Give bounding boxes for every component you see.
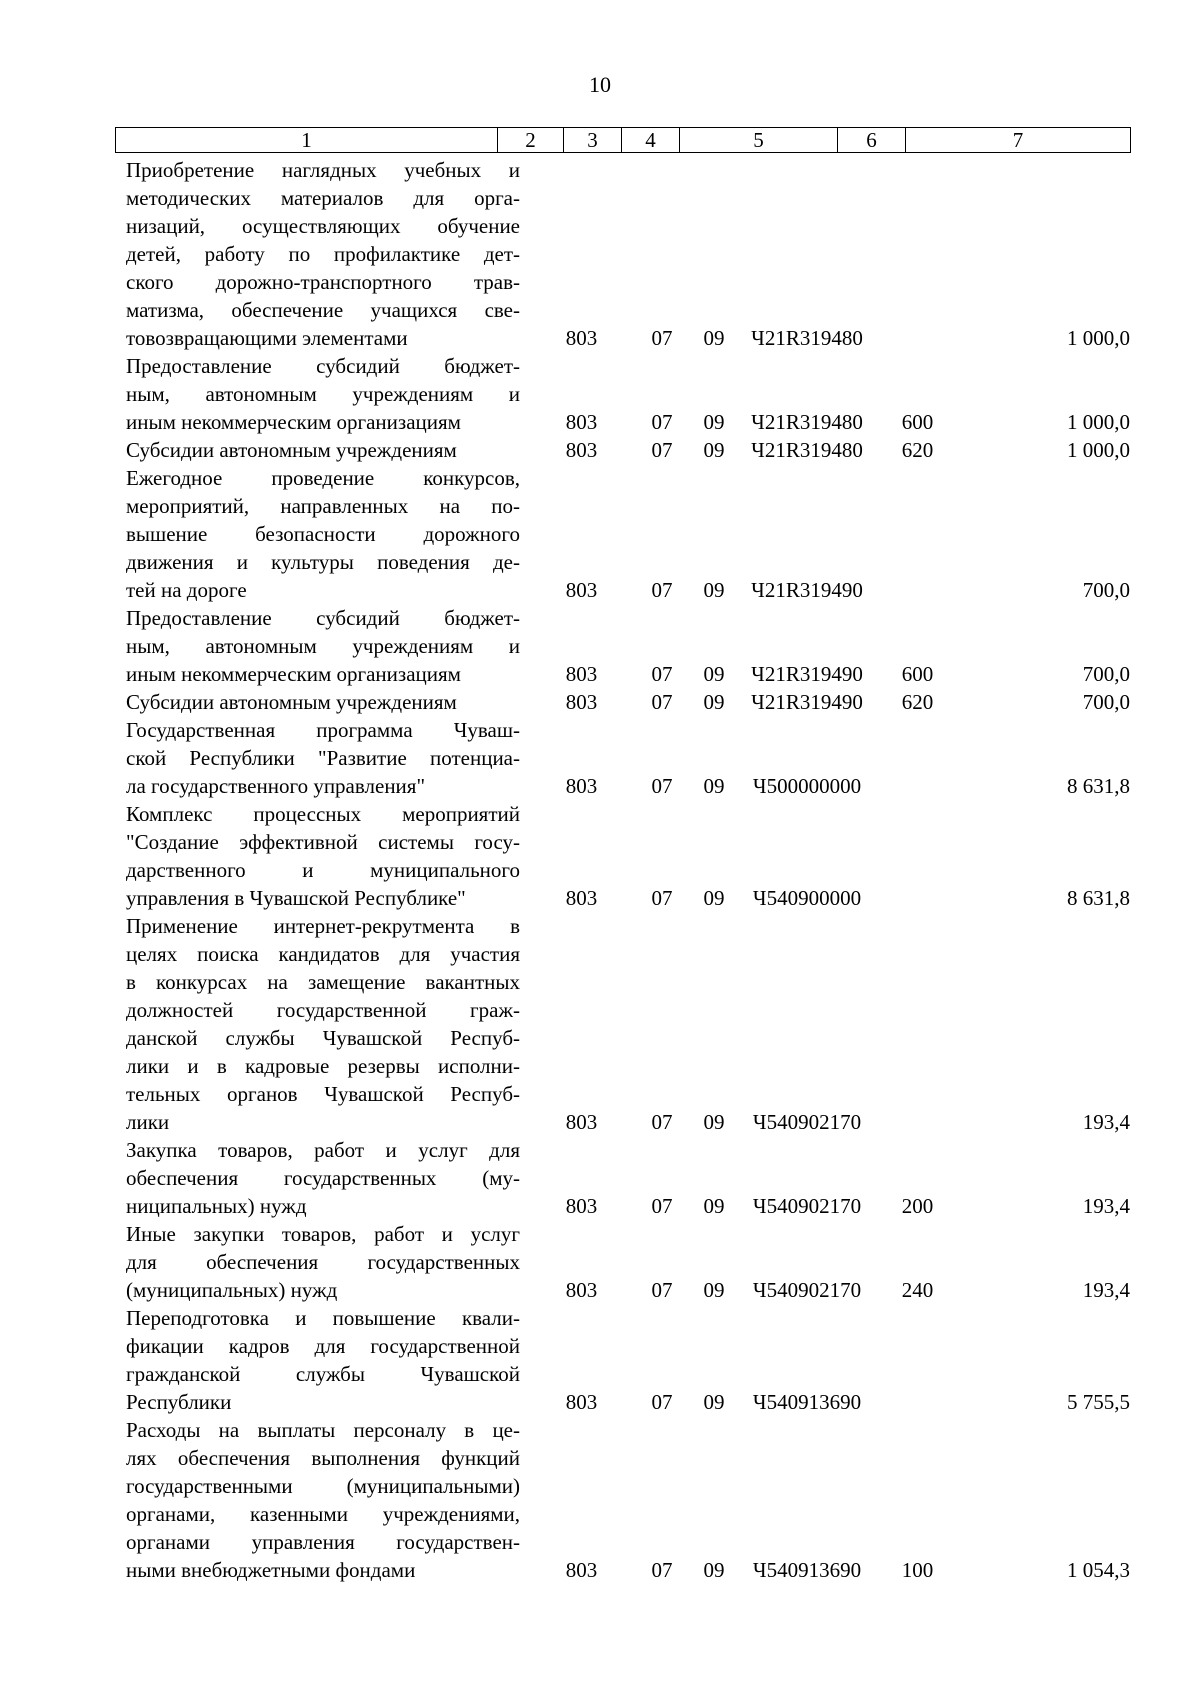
row-subsection-code: 09 (703, 410, 725, 434)
description-line: матизма, обеспечение учащихся све- (126, 298, 520, 322)
row-description (126, 464, 520, 604)
row-target-article: Ч500000000 (752, 774, 862, 798)
row-description (126, 912, 520, 1136)
table-row (126, 436, 1130, 464)
description-line: Комплекс процессных мероприятий (126, 802, 520, 826)
row-ministry-code: 803 (565, 690, 598, 714)
row-section-code: 07 (651, 1194, 673, 1218)
description-line: ным, автономным учреждениям и (126, 382, 520, 406)
row-description (126, 436, 520, 464)
description-line: для обеспечения государственных (126, 1250, 520, 1274)
description-line: ского дорожно-транспортного трав- (126, 270, 520, 294)
row-amount: 1 000,0 (1067, 326, 1130, 350)
page-number: 10 (589, 72, 611, 97)
column-header-2: 2 (498, 128, 564, 153)
row-target-article: Ч21R319480 (751, 326, 863, 350)
row-description (126, 688, 520, 716)
row-section-code: 07 (651, 1558, 673, 1582)
row-section-code: 07 (651, 886, 673, 910)
description-line: гражданской службы Чувашской (126, 1362, 520, 1386)
row-subsection-code: 09 (703, 578, 725, 602)
row-target-article: Ч540913690 (752, 1558, 862, 1582)
table-row (126, 604, 1130, 688)
description-line: Субсидии автономным учреждениям (126, 690, 457, 714)
row-amount: 1 000,0 (1067, 410, 1130, 434)
row-subsection-code: 09 (703, 1390, 725, 1414)
description-line: ниципальных) нужд (126, 1194, 307, 1218)
row-amount: 1 054,3 (1067, 1558, 1130, 1582)
row-expense-type: 100 (901, 1558, 934, 1582)
row-subsection-code: 09 (703, 886, 725, 910)
row-subsection-code: 09 (703, 1194, 725, 1218)
row-description (126, 156, 520, 352)
description-line: детей, работу по профилактике дет- (126, 242, 520, 266)
description-line: лики (126, 1110, 170, 1134)
description-line: иным некоммерческим организациям (126, 662, 461, 686)
description-line: дарственного и муниципального (126, 858, 520, 882)
column-header-4: 4 (622, 128, 680, 153)
row-ministry-code: 803 (565, 1558, 598, 1582)
table-row (126, 800, 1130, 912)
description-line: "Создание эффективной системы госу- (126, 830, 520, 854)
description-line: мероприятий, направленных на по- (126, 494, 520, 518)
row-expense-type: 240 (901, 1278, 934, 1302)
row-subsection-code: 09 (703, 326, 725, 350)
row-subsection-code: 09 (703, 690, 725, 714)
description-line: управления в Чувашской Республике" (126, 886, 466, 910)
column-header-3: 3 (564, 128, 622, 153)
row-target-article: Ч21R319490 (751, 690, 863, 714)
description-line: Закупка товаров, работ и услуг для (126, 1138, 520, 1162)
row-ministry-code: 803 (565, 774, 598, 798)
description-line: низаций, осуществляющих обучение (126, 214, 520, 238)
description-line: Ежегодное проведение конкурсов, (126, 466, 520, 490)
description-line: товозвращающими элементами (126, 326, 408, 350)
row-ministry-code: 803 (565, 326, 598, 350)
description-line: вышение безопасности дорожного (126, 522, 520, 546)
row-subsection-code: 09 (703, 1110, 725, 1134)
description-line: обеспечения государственных (му- (126, 1166, 520, 1190)
row-section-code: 07 (651, 1110, 673, 1134)
column-header-7: 7 (906, 128, 1131, 153)
description-line: Переподготовка и повышение квали- (126, 1306, 520, 1330)
row-description (126, 1136, 520, 1220)
row-target-article: Ч540902170 (752, 1194, 862, 1218)
description-line: органами, казенными учреждениями, (126, 1502, 520, 1526)
description-line: Применение интернет-рекрутмента в (126, 914, 520, 938)
row-description (126, 604, 520, 688)
description-line: должностей государственной граж- (126, 998, 520, 1022)
description-line: Государственная программа Чуваш- (126, 718, 520, 742)
table-row (126, 688, 1130, 716)
description-line: фикации кадров для государственной (126, 1334, 520, 1358)
description-line: лики и в кадровые резервы исполни- (126, 1054, 520, 1078)
row-target-article: Ч540900000 (752, 886, 862, 910)
row-expense-type: 600 (901, 662, 934, 686)
description-line: (муниципальных) нужд (126, 1278, 338, 1302)
row-section-code: 07 (651, 774, 673, 798)
row-ministry-code: 803 (565, 886, 598, 910)
description-line: целях поиска кандидатов для участия (126, 942, 520, 966)
table-row (126, 464, 1130, 604)
table-row (126, 1220, 1130, 1304)
description-line: Предоставление субсидий бюджет- (126, 606, 520, 630)
row-section-code: 07 (651, 438, 673, 462)
description-line: органами управления государствен- (126, 1530, 520, 1554)
row-description (126, 716, 520, 800)
row-subsection-code: 09 (703, 662, 725, 686)
row-description (126, 1220, 520, 1304)
column-header-1: 1 (116, 128, 498, 153)
row-target-article: Ч540902170 (752, 1110, 862, 1134)
row-amount: 700,0 (1082, 578, 1130, 602)
row-description (126, 1304, 520, 1416)
table-row (126, 156, 1130, 352)
description-line: Республики (126, 1390, 232, 1414)
row-ministry-code: 803 (565, 662, 598, 686)
description-line: ской Республики "Развитие потенциа- (126, 746, 520, 770)
row-target-article: Ч21R319490 (751, 662, 863, 686)
row-ministry-code: 803 (565, 1390, 598, 1414)
row-expense-type: 200 (901, 1194, 934, 1218)
row-expense-type: 600 (901, 410, 934, 434)
description-line: Приобретение наглядных учебных и (126, 158, 520, 182)
row-amount: 8 631,8 (1067, 886, 1130, 910)
row-expense-type: 620 (901, 690, 934, 714)
description-line: ными внебюджетными фондами (126, 1558, 416, 1582)
column-header-table (115, 127, 1131, 153)
row-ministry-code: 803 (565, 1278, 598, 1302)
row-target-article: Ч21R319480 (751, 410, 863, 434)
column-header-6: 6 (838, 128, 906, 153)
row-description (126, 1416, 520, 1584)
row-section-code: 07 (651, 1390, 673, 1414)
description-line: данской службы Чувашской Респуб- (126, 1026, 520, 1050)
row-amount: 193,4 (1082, 1194, 1130, 1218)
row-target-article: Ч540913690 (752, 1390, 862, 1414)
description-line: государственными (муниципальными) (126, 1474, 520, 1498)
row-target-article: Ч21R319490 (751, 578, 863, 602)
row-section-code: 07 (651, 326, 673, 350)
row-amount: 193,4 (1082, 1110, 1130, 1134)
description-line: ла государственного управления" (126, 774, 426, 798)
description-line: Иные закупки товаров, работ и услуг (126, 1222, 520, 1246)
table-row (126, 912, 1130, 1136)
description-line: Расходы на выплаты персоналу в це- (126, 1418, 520, 1442)
row-amount: 193,4 (1082, 1278, 1130, 1302)
row-subsection-code: 09 (703, 438, 725, 462)
description-line: методических материалов для орга- (126, 186, 520, 210)
row-section-code: 07 (651, 410, 673, 434)
row-ministry-code: 803 (565, 1110, 598, 1134)
row-expense-type: 620 (901, 438, 934, 462)
row-amount: 5 755,5 (1067, 1390, 1130, 1414)
row-description (126, 352, 520, 436)
description-line: в конкурсах на замещение вакантных (126, 970, 520, 994)
row-amount: 700,0 (1082, 662, 1130, 686)
description-line: тельных органов Чувашской Респуб- (126, 1082, 520, 1106)
row-ministry-code: 803 (565, 438, 598, 462)
row-amount: 1 000,0 (1067, 438, 1130, 462)
row-target-article: Ч21R319480 (751, 438, 863, 462)
description-line: движения и культуры поведения де- (126, 550, 520, 574)
column-header-row (116, 128, 1131, 153)
row-section-code: 07 (651, 1278, 673, 1302)
description-line: лях обеспечения выполнения функций (126, 1446, 520, 1470)
row-ministry-code: 803 (565, 1194, 598, 1218)
row-subsection-code: 09 (703, 1558, 725, 1582)
budget-table-body (126, 156, 1130, 1584)
description-line: ным, автономным учреждениям и (126, 634, 520, 658)
description-line: Субсидии автономным учреждениям (126, 438, 457, 462)
row-description (126, 800, 520, 912)
row-target-article: Ч540902170 (752, 1278, 862, 1302)
column-header-5: 5 (680, 128, 838, 153)
row-amount: 700,0 (1082, 690, 1130, 714)
description-line: Предоставление субсидий бюджет- (126, 354, 520, 378)
row-ministry-code: 803 (565, 410, 598, 434)
table-row (126, 716, 1130, 800)
table-row (126, 1304, 1130, 1416)
description-line: тей на дороге (126, 578, 247, 602)
table-row (126, 352, 1130, 436)
row-subsection-code: 09 (703, 774, 725, 798)
description-line: иным некоммерческим организациям (126, 410, 461, 434)
row-section-code: 07 (651, 662, 673, 686)
row-ministry-code: 803 (565, 578, 598, 602)
row-section-code: 07 (651, 578, 673, 602)
row-amount: 8 631,8 (1067, 774, 1130, 798)
row-section-code: 07 (651, 690, 673, 714)
row-subsection-code: 09 (703, 1278, 725, 1302)
table-row (126, 1136, 1130, 1220)
table-row (126, 1416, 1130, 1584)
